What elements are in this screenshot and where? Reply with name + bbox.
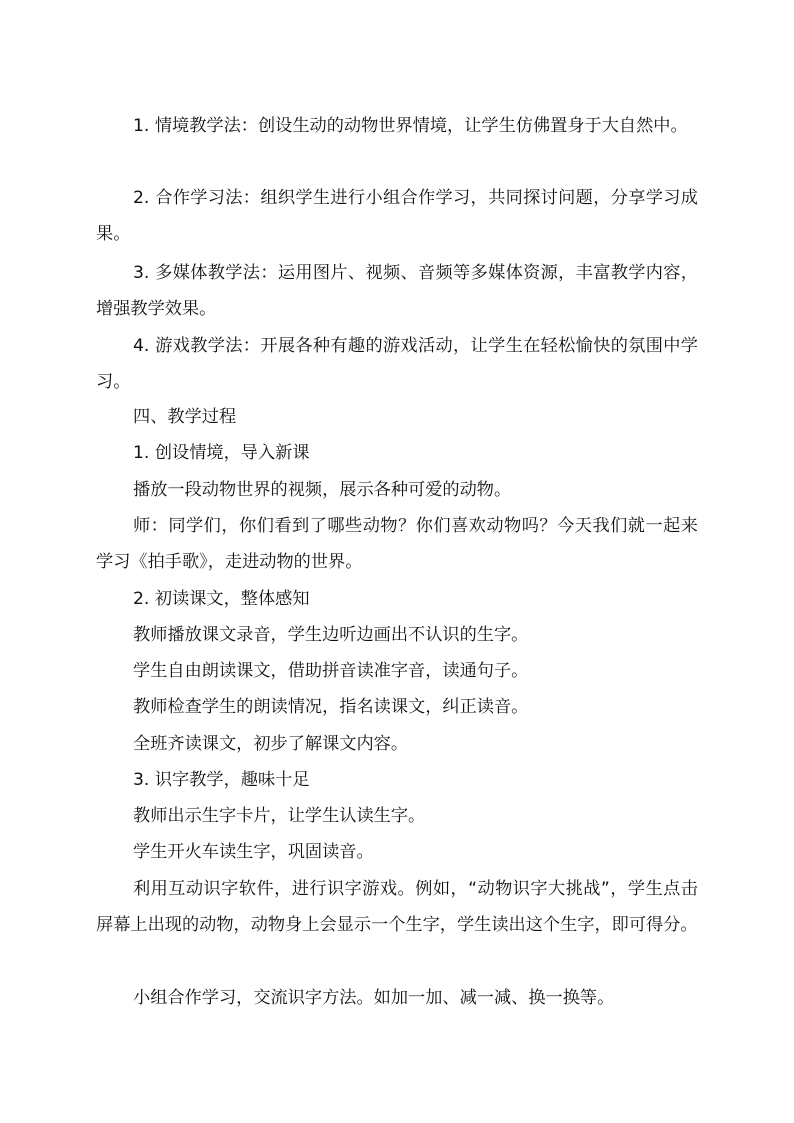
paragraph-free-reading: 学生自由朗读课文，借助拼音读准字音，读通句子。 [133,661,529,681]
paragraph-interactive-software: 利用互动识字软件，进行识字游戏。例如，“动物识字大挑战”，学生点击屏幕上出现的动物，动物身上会显示一个生字，学生读出这个生字，即可得分。 [96,879,698,935]
paragraph-group-methods: 小组合作学习，交流识字方法。如加一加、减一减、换一换等。 [133,988,615,1008]
subheading-create-situation: 1. 创设情境，导入新课 [133,443,310,463]
paragraph-teacher-question: 师：同学们，你们看到了哪些动物？你们喜欢动物吗？今天我们就一起来学习《拍手歌》，走进动物的世界。 [96,516,698,572]
paragraph-method-multimedia: 3. 多媒体教学法：运用图片、视频、音频等多媒体资源，丰富教学内容，增强教学效果。 [96,263,698,319]
paragraph-class-reading: 全班齐读课文，初步了解课文内容。 [133,734,409,754]
paragraph-method-situational: 1. 情境教学法：创设生动的动物世界情境，让学生仿佛置身于大自然中。 [133,116,688,136]
subheading-first-reading: 2. 初读课文，整体感知 [133,589,310,609]
section-heading-teaching-process: 四、教学过程 [133,407,237,427]
paragraph-play-recording: 教师播放课文录音，学生边听边画出不认识的生字。 [133,625,529,645]
paragraph-check-reading: 教师检查学生的朗读情况，指名读课文，纠正读音。 [133,697,529,717]
paragraph-character-cards: 教师出示生字卡片，让学生认读生字。 [133,806,426,826]
paragraph-method-cooperative: 2. 合作学习法：组织学生进行小组合作学习，共同探讨问题，分享学习成果。 [96,188,698,244]
paragraph-play-video: 播放一段动物世界的视频，展示各种可爱的动物。 [133,480,512,500]
paragraph-method-game: 4. 游戏教学法：开展各种有趣的游戏活动，让学生在轻松愉快的氛围中学习。 [96,336,698,392]
paragraph-train-reading: 学生开火车读生字，巩固读音。 [133,842,374,862]
subheading-character-teaching: 3. 识字教学，趣味十足 [133,770,310,790]
